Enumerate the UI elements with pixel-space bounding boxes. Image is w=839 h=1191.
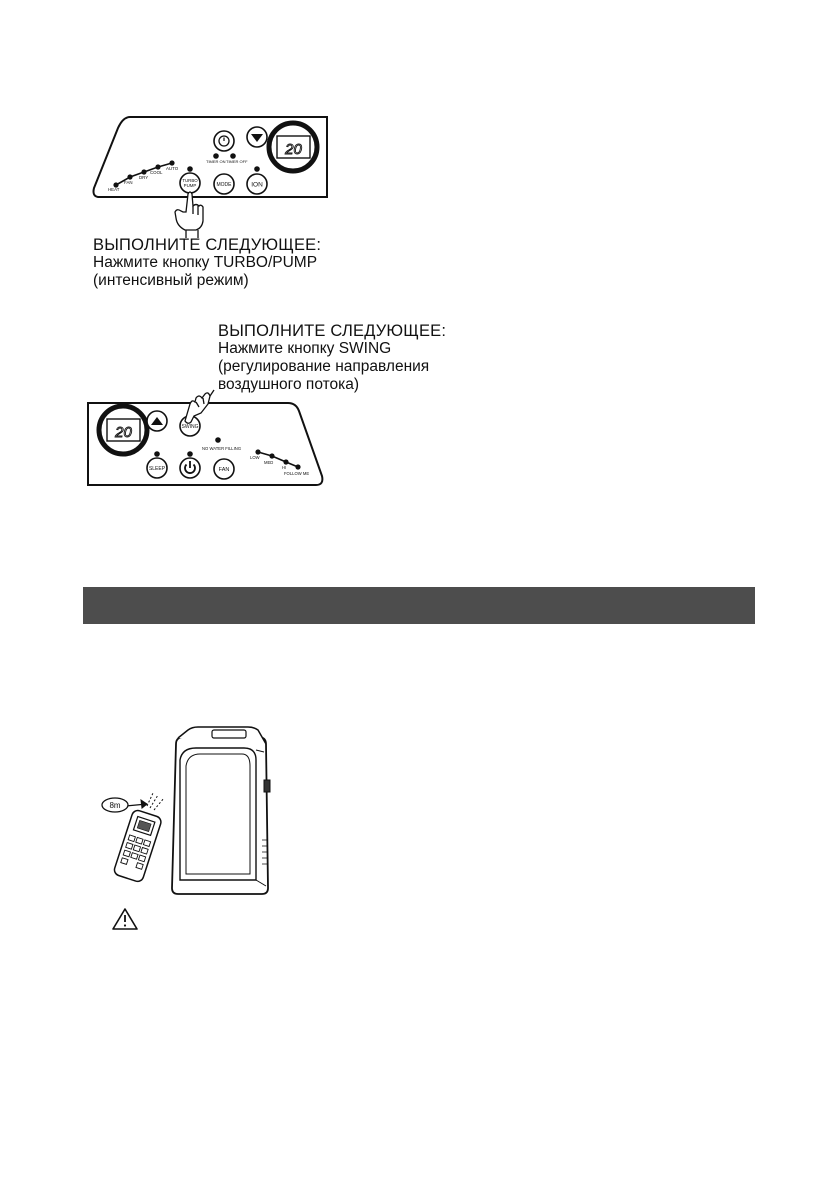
fan-label: FAN	[218, 467, 230, 473]
timer-off-label: TIMER OFF	[226, 159, 248, 164]
instruction-1-line-1: Нажмите кнопку TURBO/PUMP	[93, 254, 318, 271]
no-water-label: NO WATER FILLING	[202, 446, 242, 451]
speed-follow-label: FOLLOW ME	[284, 471, 310, 476]
pump-label: PUMP	[183, 183, 197, 188]
mode-dry-label: DRY	[139, 175, 149, 180]
instruction-2-line-1: Нажмите кнопку SWING	[218, 340, 392, 357]
instruction-2-heading: ВЫПОЛНИТЕ СЛЕДУЮЩЕЕ:	[218, 322, 447, 340]
display-value: 20	[285, 141, 302, 158]
swing-label: SWING	[181, 424, 199, 430]
mode-auto-label: AUTO	[166, 166, 179, 171]
ion-label: ION	[251, 181, 263, 189]
instruction-1-heading: ВЫПОЛНИТЕ СЛЕДУЮЩЕЕ:	[93, 236, 322, 254]
display-value-2: 20	[115, 424, 132, 441]
warning-icon	[113, 909, 137, 929]
speed-med-label: MED	[264, 460, 274, 465]
turbo-label: TURBO	[182, 178, 198, 183]
mode-label: MODE	[216, 182, 232, 188]
timer-on-label: TIMER ON	[206, 159, 226, 164]
speed-low-label: LOW	[250, 455, 260, 460]
instruction-1-line-2: (интенсивный режим)	[93, 272, 249, 289]
sleep-label: SLEEP	[148, 466, 166, 472]
air-conditioner-unit	[172, 727, 270, 894]
instruction-2-line-3: воздушного потока)	[218, 376, 360, 393]
mode-heat-label: HEAT	[108, 187, 120, 192]
distance-label: 8m	[109, 801, 121, 810]
mode-fan-label: FAN	[124, 180, 133, 185]
instruction-2-line-2: (регулирование направления	[218, 358, 430, 375]
speed-hi-label: HI	[282, 465, 287, 470]
mode-cool-label: COOL	[150, 170, 163, 175]
